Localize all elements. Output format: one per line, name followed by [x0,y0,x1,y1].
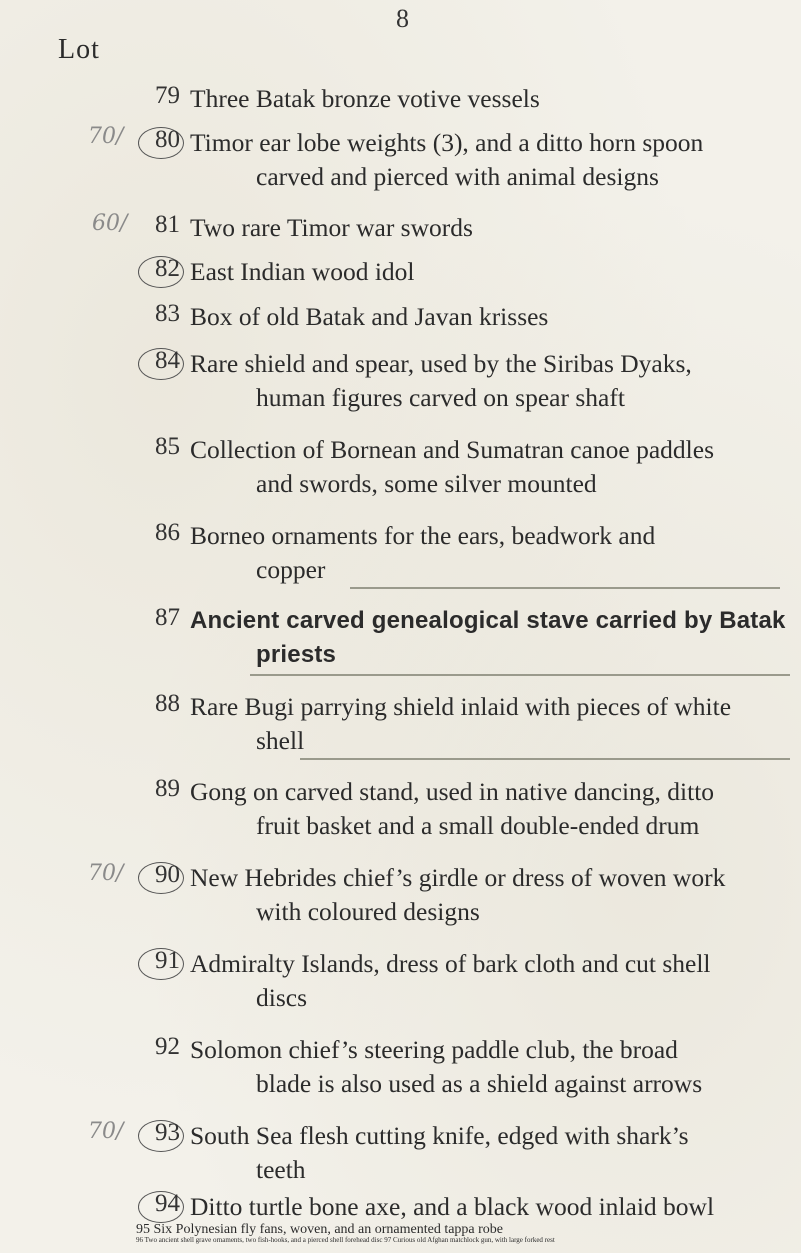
lot-number: 80 [155,126,180,153]
lot-description: Solomon chief’s steering paddle club, the broad [190,1035,678,1064]
lot-description-continued: tappa robe [444,1222,504,1237]
lot-description: Three Batak bronze votive vessels [190,84,540,113]
lot-number: 86 [155,519,180,546]
lot-description-continued: copper [256,555,326,584]
lot-description: South Sea flesh cutting knife, edged with shark’s [190,1121,689,1150]
lot-description: Admiralty Islands, dress of bark cloth and cut shell [190,949,711,978]
pencil-underline [250,674,790,676]
handwritten-price: 70/ [88,124,124,149]
lot-number: 91 [155,947,180,974]
lot-description-continued: with coloured designs [256,897,480,926]
lot-number: 83 [155,300,180,327]
lot-column-header: Lot [58,34,100,65]
lot-description-continued: human figures carved on spear shaft [256,383,625,412]
lot-number: 85 [155,433,180,460]
lot-description-continued: forked rest [524,1236,555,1244]
handwritten-price: 70/ [88,1119,124,1144]
lot-entry-95 [136,1222,503,1237]
lot-description: Curious old Afghan matchlock gun, with large [392,1236,523,1244]
handwritten-price: 70/ [88,861,124,886]
lot-number: 92 [155,1033,180,1060]
lot-description-continued: blade is also used as a shield against arrows [256,1069,703,1098]
lot-description: Ancient carved genealogical stave carried by Batak [190,607,786,634]
lot-description: Two ancient shell grave ornaments, two fish-hooks, [144,1236,290,1244]
lot-number: 82 [155,255,180,282]
lot-number: 89 [155,775,180,802]
lot-number: 94 [155,1190,180,1217]
lot-description: Borneo ornaments for the ears, beadwork and [190,521,656,550]
lots-continued-strip [0,1222,801,1252]
lot-number: 93 [155,1119,180,1146]
lot-description: Collection of Bornean and Sumatran canoe paddles [190,435,715,464]
lot-number: 90 [155,861,180,888]
lot-description: Rare Bugi parrying shield inlaid with pieces of white [190,692,732,721]
handwritten-price: 60/ [92,211,128,236]
lot-description-continued: carved and pierced with animal designs [256,162,659,191]
lot-description: Box of old Batak and Javan krisses [190,302,549,331]
lot-description-continued: priests [256,641,337,668]
lot-description: Two rare Timor war swords [190,213,473,242]
lot-description: Timor ear lobe weights (3), and a ditto horn spoon [190,128,704,157]
lot-number: 84 [155,347,180,374]
lot-description: Rare shield and spear, used by the Siribas Dyaks, [190,349,692,378]
lot-description: Gong on carved stand, used in native dancing, ditto [190,777,715,806]
lot-number: 87 [155,604,180,631]
lot-description-continued: and a pierced shell forehead disc [290,1236,383,1244]
lot-number: 79 [155,82,180,109]
lot-number: 96 [136,1236,143,1244]
pencil-underline [300,758,790,760]
lot-description: Ditto turtle bone axe, and a black wood inlaid bowl [190,1192,715,1221]
lot-entry-96-97 [136,1237,555,1244]
lot-number: 81 [155,211,180,238]
lot-number: 97 [384,1236,392,1244]
lot-description: New Hebrides chief’s girdle or dress of woven work [190,863,726,892]
lot-description: Six Polynesian fly fans, woven, and an ornamented [153,1222,441,1237]
pencil-underline [350,587,780,589]
lot-description-continued: discs [256,983,307,1012]
lot-description-continued: fruit basket and a small double-ended drum [256,811,700,840]
lot-description-continued: teeth [256,1155,306,1184]
lot-number: 95 [136,1222,150,1237]
lot-description-continued: and swords, some silver mounted [256,469,597,498]
lot-description-continued: shell [256,726,305,755]
page-number: 8 [396,4,409,33]
lot-description: East Indian wood idol [190,257,415,286]
lot-number: 88 [155,690,180,717]
